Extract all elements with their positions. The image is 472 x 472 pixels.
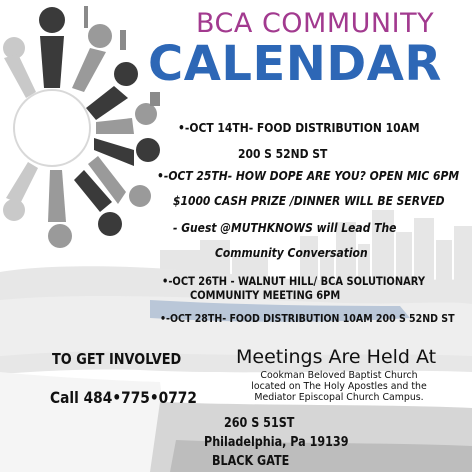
phone-number: Call 484•775•0772 [50,388,197,407]
event-oct-14-line-2: 200 S 52ND ST [238,146,328,161]
event-oct-26-line-2: COMMUNITY MEETING 6PM [190,288,341,302]
event-oct-14-line-1: •-OCT 14TH- FOOD DISTRIBUTION 10AM [178,120,420,135]
address-city: Philadelphia, Pa 19139 [204,435,349,450]
community-figures-circle [3,6,160,248]
event-oct-26-line-1: •-OCT 26TH - WALNUT HILL/ BCA SOLUTIONARY [162,274,425,288]
title-community: BCA COMMUNITY [196,8,435,39]
event-oct-25-line-2: $1000 CASH PRIZE /DINNER WILL BE SERVED [173,193,445,208]
get-involved-heading: TO GET INVOLVED [52,350,182,368]
event-oct-25-line-1: •-OCT 25TH- HOW DOPE ARE YOU? OPEN MIC 6PM [157,168,460,183]
event-oct-25-line-3: - Guest @MUTHKNOWS will Lead The [173,220,397,235]
meetings-heading: Meetings Are Held At [236,346,437,368]
title-calendar: CALENDAR [148,36,442,92]
address-gate: BLACK GATE [212,454,290,469]
event-oct-28-line-1: •-OCT 28TH- FOOD DISTRIBUTION 10AM 200 S 52ND ST [160,312,455,325]
event-oct-25-line-4: Community Conversation [215,245,368,260]
meeting-venue: Cookman Beloved Baptist Church located on The Holy Apostles and the Mediator Episcopal Church Campus. [251,370,427,403]
address-street: 260 S 51ST [224,416,295,431]
